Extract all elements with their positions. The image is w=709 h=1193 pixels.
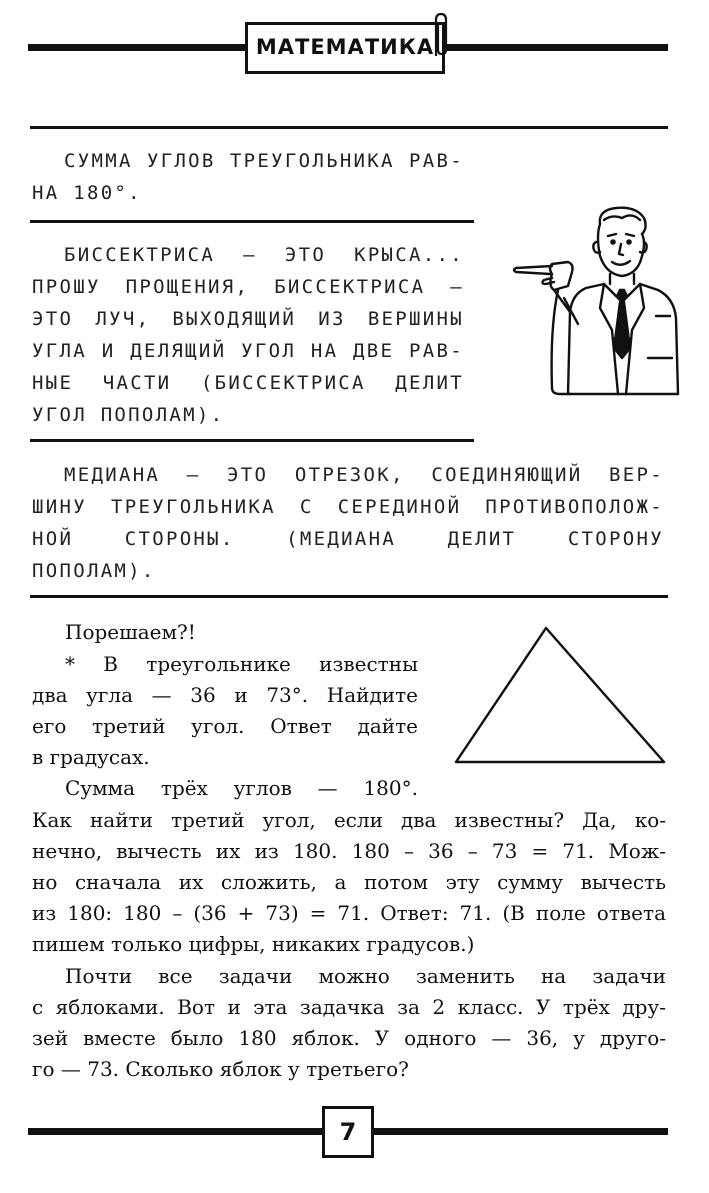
- page-number: 7: [339, 1118, 357, 1146]
- problem-intro: Порешаем?!: [65, 620, 196, 644]
- page-title: МАТЕМАТИКА: [255, 35, 435, 59]
- section-divider: [30, 126, 668, 129]
- apples-line: зей вместе было 180 яблок. У одного — 36, у друго-: [32, 1026, 666, 1050]
- note-line: СУММА УГЛОВ ТРЕУГОЛЬНИКА РАВ-: [64, 150, 464, 172]
- solution-line: Как найти третий угол, если два известны? Да, ко-: [32, 808, 666, 832]
- note-line: ЭТО ЛУЧ, ВЫХОДЯЩИЙ ИЗ ВЕРШИНЫ: [32, 308, 464, 330]
- apples-line: Почти все задачи можно заменить на задачи: [65, 964, 666, 988]
- triangle-diagram: [450, 622, 670, 768]
- section-divider: [30, 439, 474, 442]
- note-line: ШИНУ ТРЕУГОЛЬНИКА С СЕРЕДИНОЙ ПРОТИВОПОЛОЖ-: [32, 496, 664, 518]
- apples-line: го — 73. Сколько яблок у третьего?: [32, 1057, 409, 1081]
- note-line: ПОПОЛАМ).: [32, 560, 156, 582]
- solution-line: но сначала их сложить, а потом эту сумму вычесть: [32, 870, 666, 894]
- page-number-box: [322, 1106, 374, 1158]
- solution-line: нечно, вычесть их из 180. 180 – 36 – 73 = 71. Мож-: [32, 839, 666, 863]
- solution-line: из 180: 180 – (36 + 73) = 71. Ответ: 71. (В поле ответа: [32, 901, 666, 925]
- task-line: его третий угол. Ответ дайте: [32, 714, 418, 738]
- note-line: НОЙ СТОРОНЫ. (МЕДИАНА ДЕЛИТ СТОРОНУ: [32, 528, 664, 550]
- professor-pointing-illustration: [508, 198, 680, 400]
- solution-line: Сумма трёх углов — 180°.: [65, 776, 418, 800]
- note-line: БИССЕКТРИСА — ЭТО КРЫСА...: [64, 244, 464, 266]
- section-divider: [30, 595, 668, 598]
- note-line: МЕДИАНА — ЭТО ОТРЕЗОК, СОЕДИНЯЮЩИЙ ВЕР-: [64, 464, 664, 486]
- apples-line: с яблоками. Вот и эта задачка за 2 класс. У трёх дру-: [32, 995, 666, 1019]
- note-line: НЫЕ ЧАСТИ (БИССЕКТРИСА ДЕЛИТ: [32, 372, 464, 394]
- note-line: ПРОШУ ПРОЩЕНИЯ, БИССЕКТРИСА —: [32, 276, 464, 298]
- task-line: два угла — 36 и 73°. Найдите: [32, 683, 418, 707]
- note-line: УГЛА И ДЕЛЯЩИЙ УГОЛ НА ДВЕ РАВ-: [32, 340, 464, 362]
- note-line: НА 180°.: [32, 182, 142, 204]
- task-line: в градусах.: [32, 745, 150, 769]
- paperclip-icon: [428, 10, 452, 60]
- header-title-box: [245, 22, 445, 74]
- task-line: * В треугольнике известны: [65, 652, 418, 676]
- solution-line: пишем только цифры, никаких градусов.): [32, 932, 475, 956]
- section-divider: [30, 220, 474, 223]
- note-line: УГОЛ ПОПОЛАМ).: [32, 404, 225, 426]
